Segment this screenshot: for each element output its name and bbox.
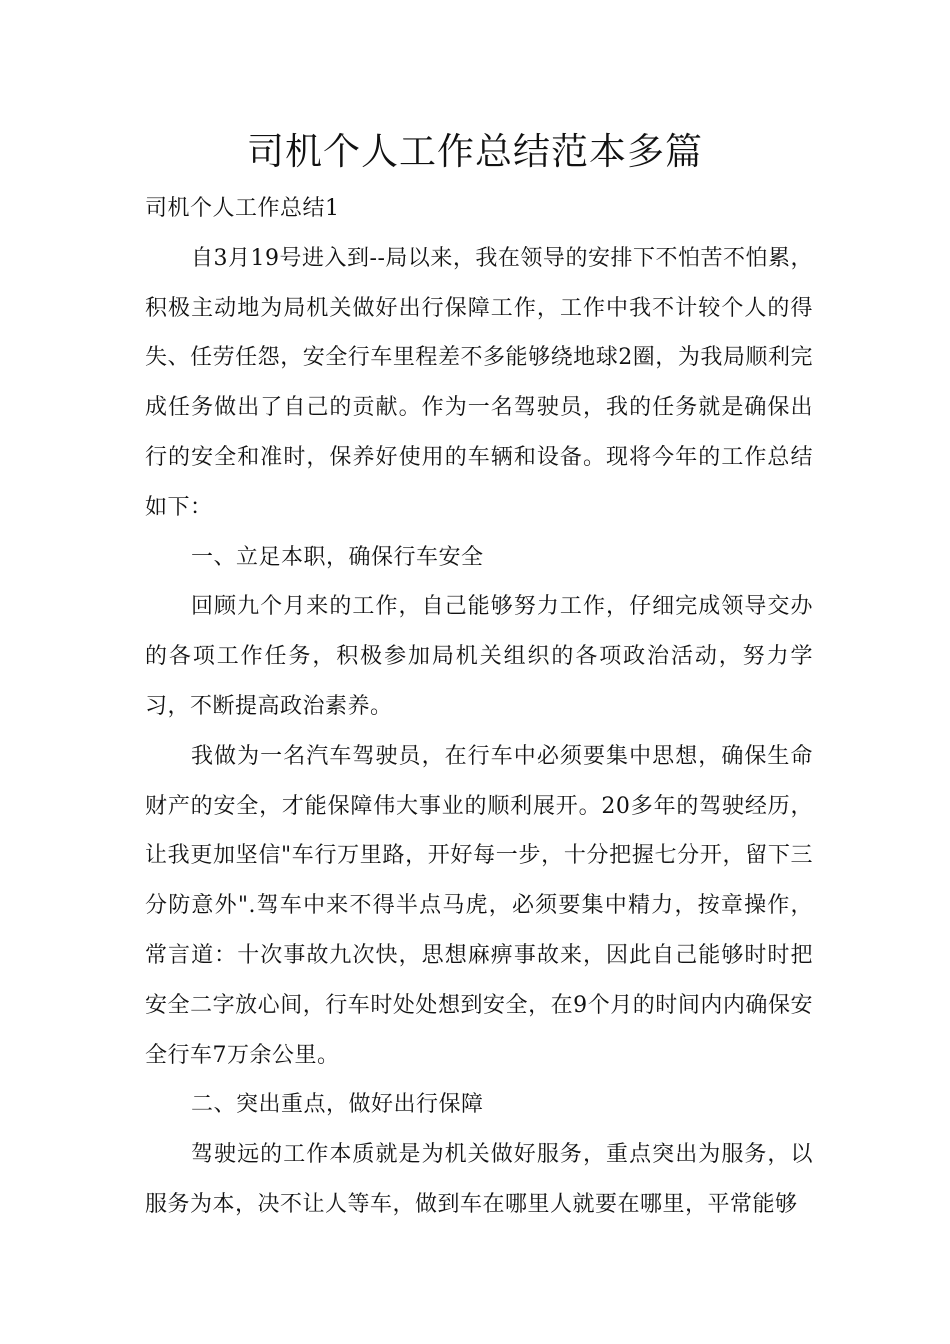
- paragraph-review: 回顾九个月来的工作，自己能够努力工作，仔细完成领导交办的各项工作任务，积极参加局机关组织的各项政治活动，努力学习，不断提高政治素养。: [145, 594, 813, 719]
- section-heading-1: 一、立足本职，确保行车安全: [191, 544, 484, 570]
- paragraph-safety: 我做为一名汽车驾驶员，在行车中必须要集中思想，确保生命财产的安全，才能保障伟大事业的顺利展开。20多年的驾驶经历，让我更加坚信"车行万里路，开好每一步，十分把握七分开，留下三分防意外".驾车中来不得半点马虎，必须要集中精力，按章操作，常言道：十次事故九次快，思想麻痹事故来，因此自己能够时时把安全二字放心间，行车时处处想到安全，在9个月的时间内内确保安全行车7万余公里。: [145, 743, 813, 1068]
- section-heading-2: 二、突出重点，做好出行保障: [191, 1092, 484, 1118]
- document-title: 司机个人工作总结范本多篇: [247, 130, 703, 173]
- section-subtitle: 司机个人工作总结1: [145, 196, 340, 221]
- paragraph-intro: 自3月19号进入到--局以来，我在领导的安排下不怕苦不怕累，积极主动地为局机关做好出行保障工作，工作中我不计较个人的得失、任劳任怨，安全行车里程差不多能够绕地球2圈，为我局顺利完成任务做出了自己的贡献。作为一名驾驶员，我的任务就是确保出行的安全和准时，保养好使用的车辆和设备。现将今年的工作总结如下：: [145, 245, 813, 520]
- document-body: [145, 184, 813, 1230]
- paragraph-service: 驾驶远的工作本质就是为机关做好服务，重点突出为服务，以服务为本，决不让人等车，做到车在哪里人就要在哪里，平常能够: [145, 1142, 813, 1217]
